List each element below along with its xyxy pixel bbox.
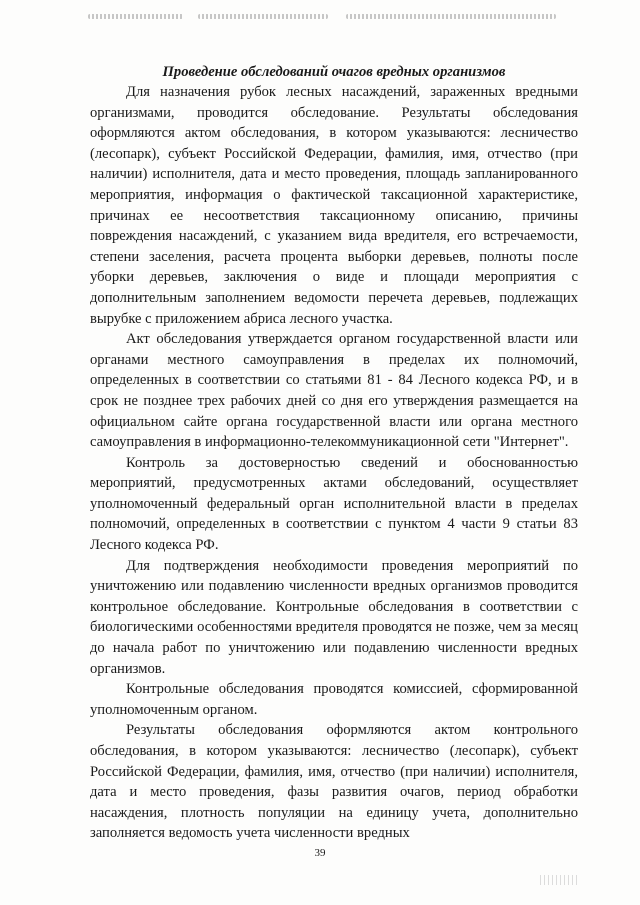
section-heading: Проведение обследований очагов вредных организмов <box>162 64 506 80</box>
paragraph-1: Для назначения рубок лесных насаждений, зараженных вредными организмами, проводится обследование. Результаты обследования оформляются актом обследования, в котором указываются: лесничество (лесопарк), субъект Российской Федерации, фамилия, имя, отчество (при наличии) исполнителя, дата и место проведения, площадь запланированного мероприятия, информация о фактической таксационной характеристике, причинах ее несоответствия таксационному описанию, причины повреждения насаждений, с указанием вида вредителя, его встречаемости, степени заселения, расчета процента выборки деревьев, полноты после уборки деревьев, заключения о виде и площади мероприятия с дополнительным заполнением ведомости перечета деревьев, подлежащих вырубке с приложением абриса лесного участка. <box>90 84 578 327</box>
paragraph-3: Контроль за достоверностью сведений и обоснованностью мероприятий, предусмотренных актами обследований, осуществляет уполномоченный федеральный орган исполнительной власти в пределах полномочий, определенных в соответствии с пунктом 4 части 9 статьи 83 Лесного кодекса РФ. <box>90 454 578 554</box>
document-page <box>90 62 578 844</box>
scan-header-artifact <box>88 10 558 24</box>
paragraph-4: Для подтверждения необходимости проведения мероприятий по уничтожению или подавлению численности вредных организмов проводится контрольное обследование. Контрольные обследования в соответствии с биологическими особенностями вредителя проводятся не позже, чем за месяц до начала работ по уничтожению или подавлению численности вредных организмов. <box>90 557 578 677</box>
paragraph-6: Результаты обследования оформляются актом контрольного обследования, в котором указываются: лесничество (лесопарк), субъект Российской Федерации, фамилия, имя, отчество (при наличии) исполнителя, дата и место проведения, фазы развития очагов, период обработки насаждения, плотность популяции на единицу учета, дополнительно заполняется ведомость учета численности вредных <box>90 722 578 842</box>
scan-noise-artifact <box>540 875 580 885</box>
paragraph-5: Контрольные обследования проводятся комиссией, сформированной уполномоченным органом. <box>90 681 578 718</box>
paragraph-2: Акт обследования утверждается органом государственной власти или органами местного самоуправления в пределах их полномочий, определенных в соответствии со статьями 81 - 84 Лесного кодекса РФ, и в срок не позднее трех рабочих дней со дня его утверждения размещается на официальном сайте органа государственной власти или органа местного самоуправления в информационно-телекоммуникационной сети "Интернет". <box>90 331 578 451</box>
page-number: 39 <box>314 847 326 859</box>
